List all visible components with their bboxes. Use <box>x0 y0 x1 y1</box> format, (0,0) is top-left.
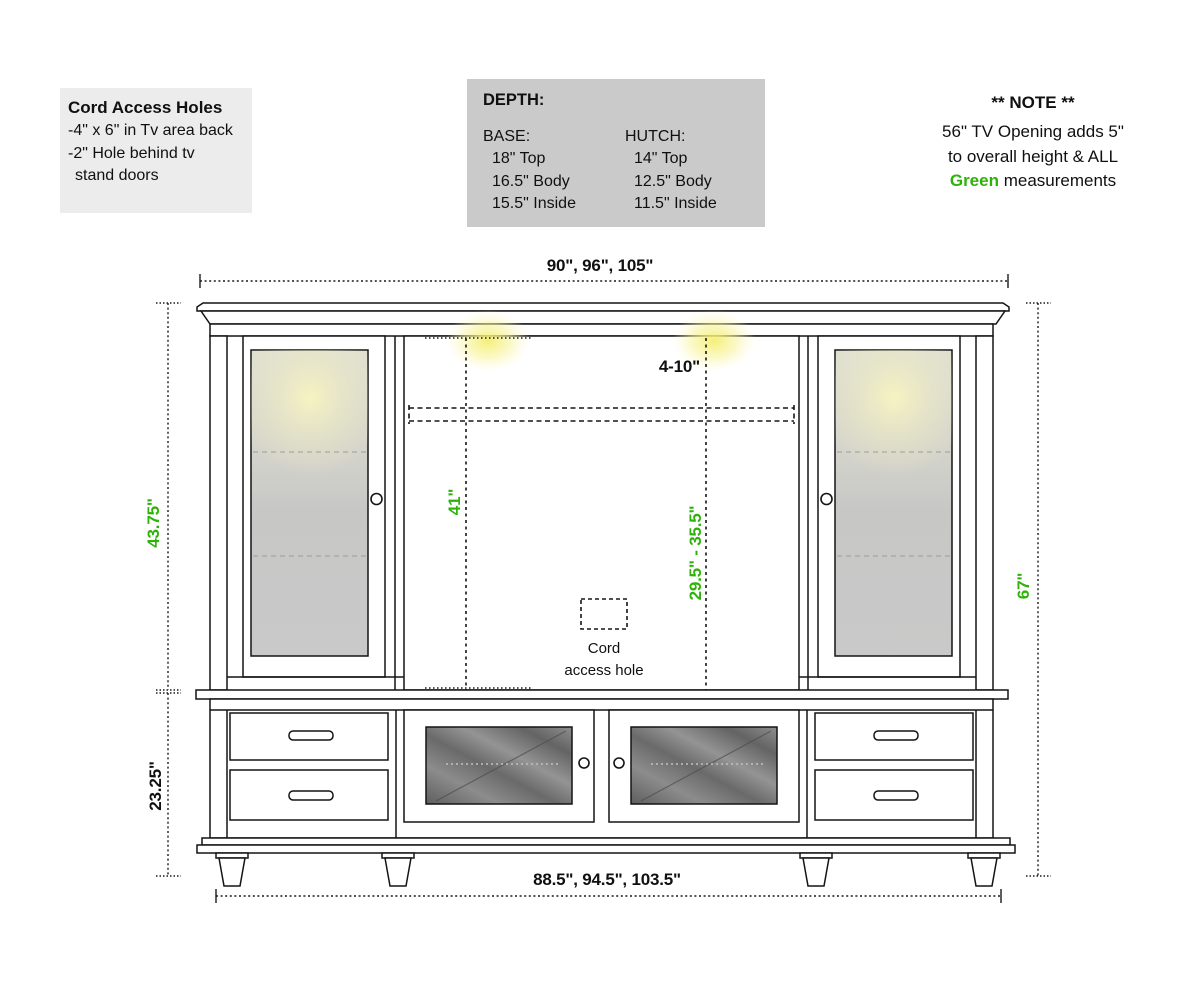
depth-hutch-label: HUTCH: <box>625 128 686 145</box>
crown-molding <box>201 311 1005 324</box>
depth-base-row: 16.5" Body <box>492 172 570 190</box>
foot <box>803 858 829 886</box>
foot <box>219 858 245 886</box>
foot <box>385 858 411 886</box>
depth-base-column <box>483 126 625 216</box>
cord-caption-line-1: Cord <box>587 640 621 657</box>
depth-hutch-row: 11.5" Inside <box>634 195 717 213</box>
depth-base-row: 15.5" Inside <box>492 195 576 213</box>
note-line-3-rest: measurements <box>998 171 1117 191</box>
center-right-door-glass <box>631 727 777 804</box>
crown-top-board <box>197 303 1009 311</box>
tv-opening-height-label: 41" <box>444 488 464 516</box>
right-top-drawer-handle <box>874 731 918 740</box>
depth-hutch-row: 14" Top <box>634 150 688 168</box>
left-puck-light <box>446 310 530 372</box>
depth-hutch-row: 12.5" Body <box>634 172 712 190</box>
cord-access-hole-caption <box>540 638 668 682</box>
overall-width-top-label: 90", 96", 105" <box>546 256 654 275</box>
tv-shelf-range-label: 29.5" - 35.5" <box>685 505 705 601</box>
hutch-height-label: 43.75" <box>143 498 163 548</box>
overall-width-bottom-label: 88.5", 94.5", 103.5" <box>533 870 681 889</box>
note-line-2: to overall height & ALL <box>947 146 1119 166</box>
cord-caption-line-2: access hole <box>564 661 644 679</box>
note-line-3 <box>900 169 1166 194</box>
cord-access-line: stand doors <box>75 167 159 185</box>
center-right-door-knob <box>614 758 624 768</box>
note-line-1: 56" TV Opening adds 5" <box>942 122 1124 141</box>
right-display-door-knob <box>821 494 832 505</box>
depth-infobox <box>467 79 765 227</box>
overall-height-label: 67" <box>1013 572 1033 600</box>
note-infobox <box>900 93 1166 194</box>
foot <box>971 858 997 886</box>
center-left-door-glass <box>426 727 572 804</box>
base-molding-upper <box>202 838 1010 845</box>
right-bottom-drawer-handle <box>874 791 918 800</box>
hutch-right-stile <box>976 336 993 690</box>
note-green-word: Green <box>949 171 999 191</box>
hutch-left-stile <box>210 336 227 690</box>
cord-access-title: Cord Access Holes <box>68 98 223 117</box>
hutch-bottom-board <box>196 690 1008 699</box>
cord-access-holes-infobox <box>60 88 252 213</box>
center-left-door-knob <box>579 758 589 768</box>
depth-title: DEPTH: <box>483 91 545 109</box>
hutch-top-rail <box>210 324 993 336</box>
light-range-label: 4-10" <box>658 357 700 376</box>
left-bottom-drawer-handle <box>289 791 333 800</box>
left-top-drawer-handle <box>289 731 333 740</box>
left-display-door-knob <box>371 494 382 505</box>
cord-access-line: -4" x 6" in Tv area back <box>68 122 233 139</box>
depth-base-row: 18" Top <box>492 150 546 168</box>
base-molding-lower <box>197 845 1015 853</box>
depth-hutch-column <box>625 126 717 216</box>
cord-access-line: -2" Hole behind tv <box>68 144 195 162</box>
base-section <box>197 699 1015 886</box>
note-title: ** NOTE ** <box>991 93 1075 112</box>
depth-base-label: BASE: <box>483 128 531 145</box>
base-height-label: 23.25" <box>145 761 165 811</box>
